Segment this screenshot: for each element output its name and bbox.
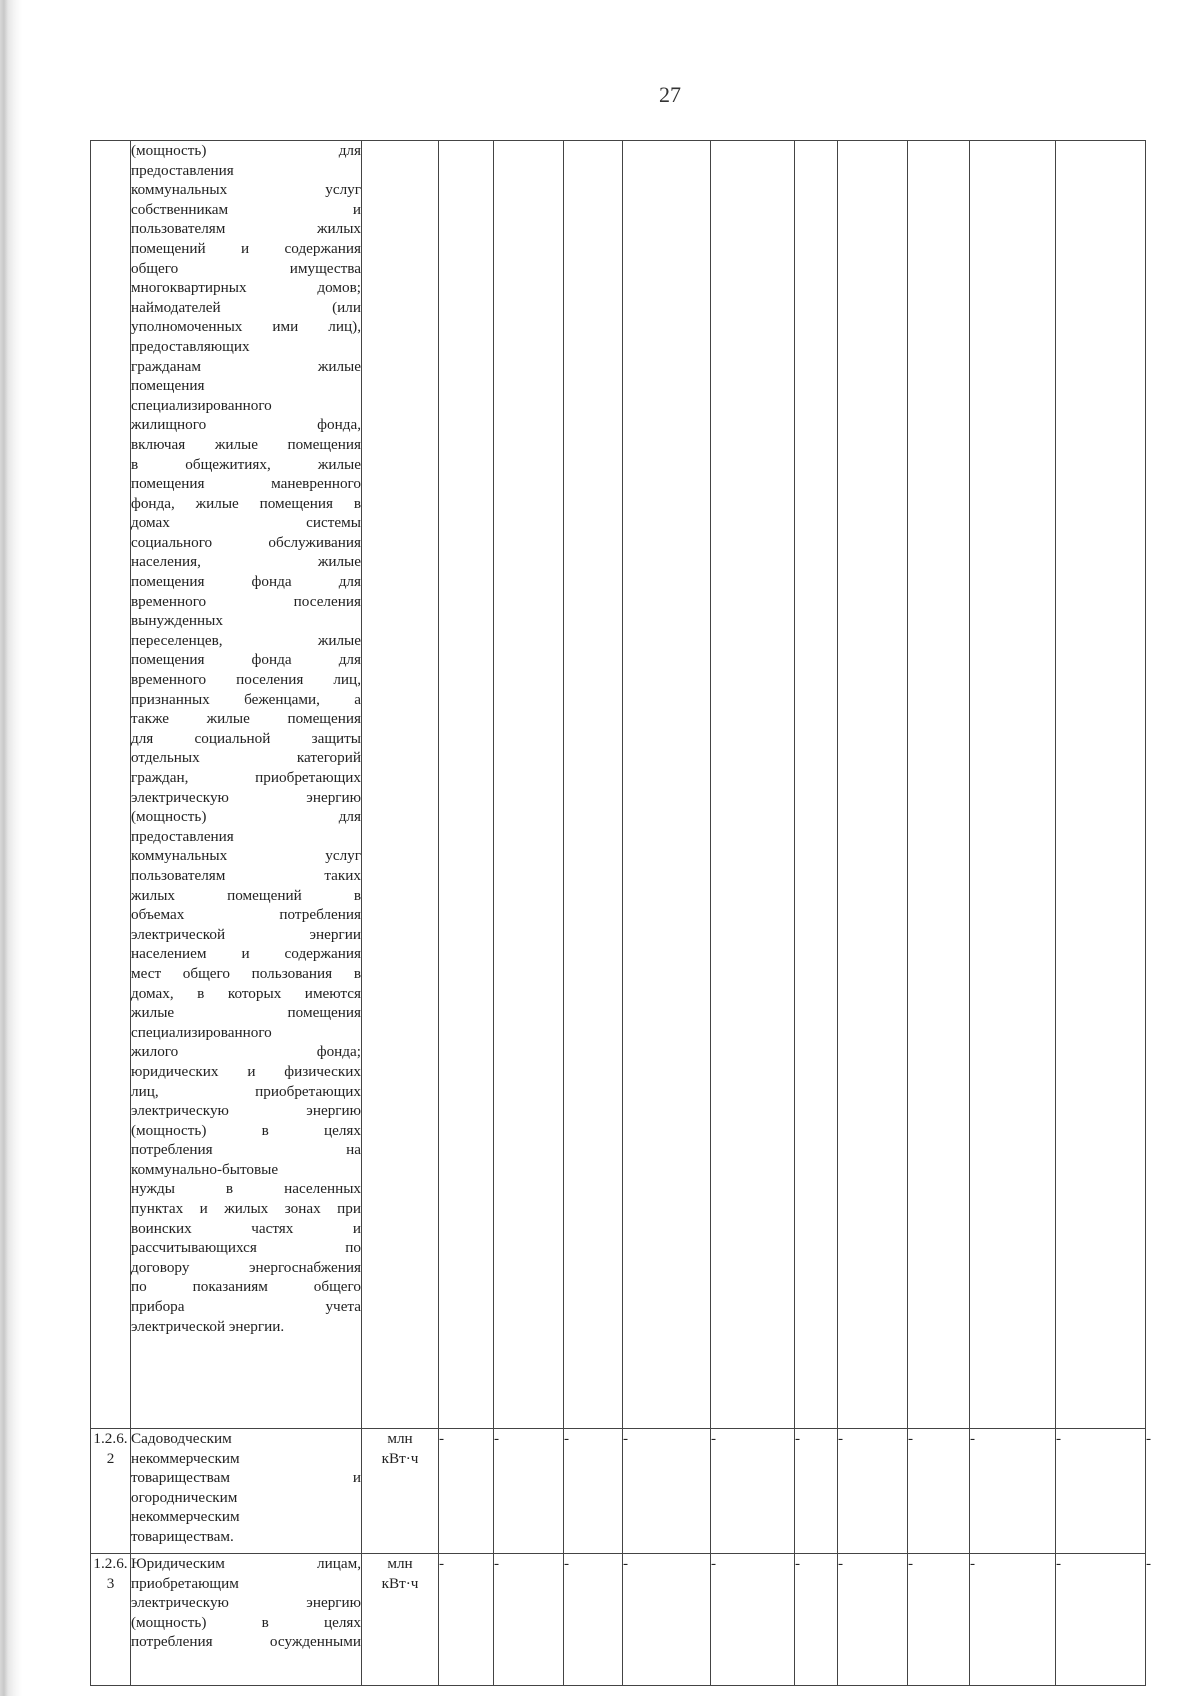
description-line: коммунальных услуг [131, 847, 361, 865]
description-line: некоммерческим [131, 1508, 240, 1526]
description-line: жилищного фонда, [131, 416, 361, 434]
description-line: пунктах и жилых зонах при [131, 1200, 361, 1218]
value-cell [970, 141, 1056, 1429]
description-line: потребления на [131, 1141, 361, 1159]
value-cell: - [1056, 1429, 1146, 1554]
value-cell: - [711, 1554, 795, 1686]
description-line: товариществам. [131, 1527, 234, 1545]
description-line: нужды в населенных [131, 1180, 361, 1198]
value-cell: - [838, 1554, 908, 1686]
description-line: специализированного [131, 1023, 272, 1041]
value-cell [908, 141, 970, 1429]
value-cell: - [623, 1429, 711, 1554]
row-number: 1.2.6. 2 [91, 1429, 131, 1554]
description-line: потребления осужденными [131, 1633, 361, 1651]
description-line: предоставления [131, 161, 234, 179]
description-line: временного поселения лиц, [131, 671, 361, 689]
description-line: рассчитывающихся по [131, 1239, 361, 1257]
value-cell [1056, 141, 1146, 1429]
row-unit [362, 141, 439, 1429]
description-line: жилые помещения [131, 1004, 361, 1022]
value-cell: - [838, 1429, 908, 1554]
description-line: (мощность) для [131, 808, 361, 826]
value-cell [564, 141, 623, 1429]
data-table [90, 140, 1152, 1686]
description-line: предоставления [131, 827, 234, 845]
description-line: договору энергоснабжения [131, 1258, 361, 1276]
description-line: населением и содержания [131, 945, 361, 963]
value-cell: - [711, 1429, 795, 1554]
value-cell: - [908, 1429, 970, 1554]
value-cell: - [795, 1554, 838, 1686]
description-line: в общежитиях, жилые [131, 455, 361, 473]
description-line: гражданам жилые [131, 357, 361, 375]
description-line: по показаниям общего [131, 1278, 361, 1296]
description-line: мест общего пользования в [131, 964, 361, 982]
description-line: юридических и физических [131, 1062, 361, 1080]
row-description [131, 1429, 362, 1554]
table-row: 1.2.6. 3 Юридическим лицам, приобретающим электрическую энергию (мощность) в целях потребления осужденными млн кВт·ч - - - - - - - - - - - [91, 1554, 1146, 1686]
row-description [131, 1554, 362, 1686]
description-line: некоммерческим [131, 1449, 240, 1467]
description-line: помещения фонда для [131, 573, 361, 591]
description-line: домах системы [131, 514, 361, 532]
description-line: товариществам и [131, 1469, 361, 1487]
description-line: граждан, приобретающих [131, 769, 361, 786]
description-line: фонда, жилые помещения в [131, 494, 361, 512]
description-line: коммунально-бытовые [131, 1160, 279, 1178]
value-cell [494, 141, 564, 1429]
description-line: переселенцев, жилые [131, 631, 361, 649]
value-cell [439, 141, 494, 1429]
scan-left-edge [0, 0, 22, 1696]
description-line: жилых помещений в [131, 886, 361, 904]
value-cell: - [439, 1429, 494, 1554]
description-line: для социальной защиты [131, 729, 361, 747]
description-line: отдельных категорий [131, 749, 361, 767]
value-cell: - [564, 1429, 623, 1554]
description-line: воинских частях и [131, 1219, 361, 1237]
description-line: домах, в которых имеются [131, 984, 361, 1002]
description-line: помещения маневренного [131, 475, 361, 493]
value-cell: - [1056, 1554, 1146, 1686]
description-line: социального обслуживания [131, 533, 361, 551]
description-line: Юридическим лицам, [131, 1555, 361, 1572]
description-line: (мощность) в целях [131, 1613, 361, 1631]
row-number [91, 141, 131, 1429]
description-line: вынужденных [131, 612, 223, 630]
value-cell [795, 141, 838, 1429]
value-cell: - [564, 1554, 623, 1686]
description-line: наймодателей (или [131, 298, 361, 316]
description-line: населения, жилые [131, 553, 361, 571]
description-line: прибора учета [131, 1298, 361, 1316]
description-line: признанных беженцами, а [131, 690, 361, 708]
description-line: предоставляющих [131, 337, 250, 355]
value-cell: - [494, 1554, 564, 1686]
description-line: уполномоченных ими лиц), [131, 318, 361, 336]
value-cell: - [623, 1554, 711, 1686]
value-cell: - [494, 1429, 564, 1554]
page-number: 27 [659, 82, 681, 107]
description-line: электрическую энергию [131, 1594, 361, 1612]
row-number: 1.2.6. 3 [91, 1554, 131, 1686]
description-line: жилого фонда; [131, 1043, 361, 1061]
description-line: лиц, приобретающих [131, 1082, 361, 1100]
description-line: помещения фонда для [131, 651, 361, 669]
description-line: пользователям таких [131, 866, 361, 884]
description-line: электрической энергии. [131, 1317, 285, 1335]
table-row: 1.2.6. 2 Садоводческим некоммерческим товариществам и огородническим некоммерческим товариществам. млн кВт·ч - - - - - - - - - - - [91, 1429, 1146, 1554]
description-line: также жилые помещения [131, 710, 361, 728]
description-line: помещений и содержания [131, 239, 361, 257]
value-cell [623, 141, 711, 1429]
row-unit: млн кВт·ч [362, 1554, 439, 1686]
value-cell: - [970, 1429, 1056, 1554]
description-line: пользователям жилых [131, 220, 361, 238]
value-cell: - [439, 1554, 494, 1686]
description-line: огородническим [131, 1488, 238, 1506]
description-line: временного поселения [131, 592, 361, 610]
description-line: (мощность) для [131, 142, 361, 159]
description-line: многоквартирных домов; [131, 279, 361, 297]
description-line: включая жилые помещения [131, 435, 361, 453]
description-line: общего имущества [131, 259, 361, 277]
row-description [131, 141, 362, 1429]
description-line: (мощность) в целях [131, 1121, 361, 1139]
value-cell [838, 141, 908, 1429]
description-line: коммунальных услуг [131, 181, 361, 199]
description-line: приобретающим [131, 1574, 239, 1592]
description-line: помещения [131, 377, 205, 395]
value-cell: - [795, 1429, 838, 1554]
value-cell: - [970, 1554, 1056, 1686]
description-line: Садоводческим [131, 1430, 232, 1447]
value-cell: - [908, 1554, 970, 1686]
description-line: специализированного [131, 396, 272, 414]
value-cell [711, 141, 795, 1429]
description-line: электрическую энергию [131, 1102, 361, 1120]
description-line: объемах потребления [131, 906, 361, 924]
description-line: электрическую энергию [131, 788, 361, 806]
description-line: электрической энергии [131, 925, 361, 943]
description-line: собственникам и [131, 200, 361, 218]
table-row [91, 141, 1146, 1429]
row-unit: млн кВт·ч [362, 1429, 439, 1554]
